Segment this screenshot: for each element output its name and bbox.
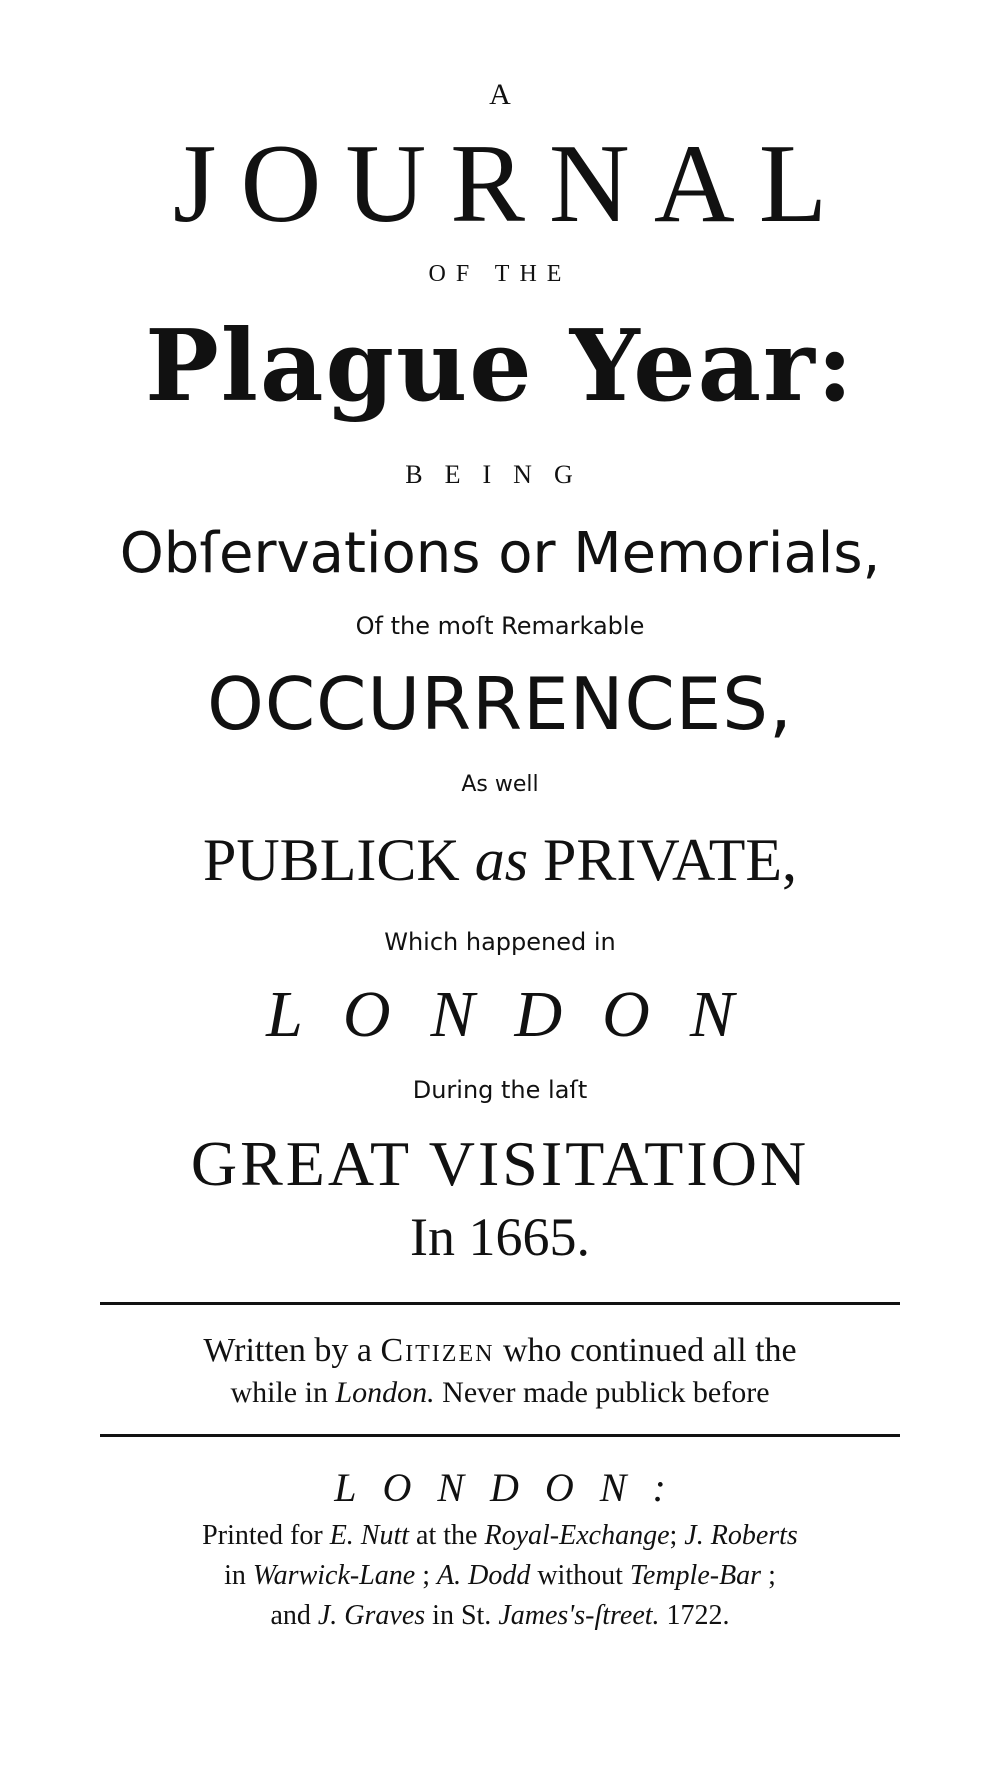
title-journal: JOURNAL [172, 122, 852, 246]
imprint-royal-exchange: Royal-Exchange [484, 1520, 670, 1551]
author-note-while-in: while in [230, 1376, 328, 1409]
top-divider [100, 1302, 900, 1305]
imprint-semicolon-3: ; [768, 1560, 776, 1591]
subtitle-london: LONDON [266, 978, 774, 1051]
author-note-continued: who continued all the [502, 1332, 797, 1369]
imprint-in-st: in St. [432, 1600, 492, 1631]
title-article: A [489, 78, 511, 111]
imprint-line-3 [60, 1602, 940, 1630]
imprint-london: LONDON: [334, 1465, 692, 1510]
imprint-printed-for: Printed for [202, 1520, 323, 1551]
subtitle-being: BEING [405, 460, 595, 489]
subtitle-occurrences: OCCURRENCES, [207, 662, 793, 746]
subtitle-publick: PUBLICK [202, 827, 460, 893]
imprint-year: 1722. [666, 1600, 730, 1631]
imprint-semicolon-1: ; [669, 1520, 678, 1551]
subtitle-year: In 1665. [410, 1207, 590, 1267]
imprint-and: and [270, 1600, 311, 1631]
imprint-temple-bar: Temple-Bar [629, 1560, 762, 1591]
imprint-at-the: at the [416, 1520, 478, 1551]
imprint-warwick-lane: Warwick-Lane [252, 1560, 416, 1591]
title-of-the: OF THE [428, 261, 572, 287]
bottom-divider [100, 1434, 900, 1437]
author-note-citizen: Citizen [380, 1332, 495, 1369]
subtitle-during-the-last: During the laſt [412, 1076, 588, 1104]
subtitle-publick-private [60, 827, 940, 893]
title-plague-year: Plague Year: [145, 309, 855, 424]
imprint-without: without [537, 1560, 623, 1591]
imprint-j-roberts: J. Roberts [684, 1520, 798, 1551]
subtitle-as: as [474, 827, 529, 893]
subtitle-private: PRIVATE, [543, 827, 797, 893]
imprint-in: in [224, 1560, 246, 1591]
imprint-line-2 [60, 1562, 940, 1590]
imprint-semicolon-2: ; [422, 1560, 430, 1591]
author-note-line-2 [60, 1378, 940, 1408]
author-note-line-1 [60, 1334, 940, 1368]
author-note-never-made: Never made publick before [442, 1376, 770, 1409]
author-note-london: London. [335, 1376, 435, 1409]
subtitle-as-well: As well [461, 772, 539, 797]
imprint-line-1 [60, 1522, 940, 1550]
imprint-a-dodd: A. Dodd [437, 1560, 531, 1591]
subtitle-of-the-most: Of the moſt Remarkable [355, 612, 645, 640]
imprint-j-graves: J. Graves [317, 1600, 426, 1631]
subtitle-great-visitation: GREAT VISITATION [190, 1128, 810, 1199]
subtitle-which-happened: Which happened in [384, 928, 616, 956]
subtitle-observations: Obſervations or Memorials, [119, 521, 881, 586]
author-note-written-by: Written by a [203, 1332, 372, 1369]
imprint-jamess-street: James's-ſtreet. [498, 1600, 660, 1631]
imprint-e-nutt: E. Nutt [329, 1520, 410, 1551]
